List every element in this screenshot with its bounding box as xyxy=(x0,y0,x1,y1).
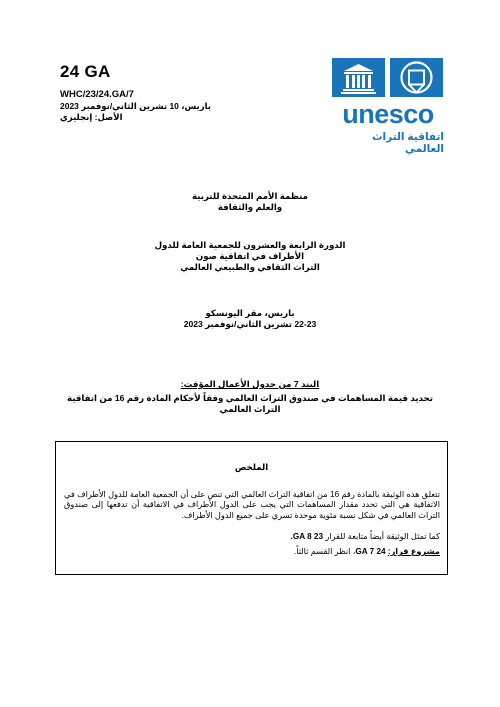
unesco-wordmark: unesco xyxy=(342,99,434,129)
draft-decision-line xyxy=(294,546,440,556)
follow-up-decision-ref: 23 GA 8. xyxy=(290,532,324,541)
document-symbol: WHC/23/24.GA/7 xyxy=(60,89,134,100)
agenda-item-subject: تحديد قيمة المساهمات في صندوق التراث العالمي وفقاً لأحكام المادة رقم 16 من اتفاقية التراث العالمي xyxy=(67,393,433,414)
summary-follow-up-note xyxy=(291,531,440,541)
session-title xyxy=(70,240,430,273)
session-line-1: الدورة الرابعة والعشرون للجمعية العامة للدول xyxy=(154,240,346,250)
organization-line-2: والعلم والثقافة xyxy=(217,202,283,212)
summary-body: تتعلق هذه الوثيقة بالمادة رقم 16 من اتفاقية التراث العالمي التي تنص على أن الجمعية العامة للدول الأطراف في الاتفاقية هي التي تحدد مقدار المساهمات التي يجب على الدول الأطراف في الاتفاقية أن تدفعها إلى صندوق التراث العالمي في شكل نسبة مئوية موحدة تسري على جميع الدول الأطراف. xyxy=(64,490,441,520)
meeting-venue-date xyxy=(70,308,430,330)
document-original-language: الأصل: إنجليزي xyxy=(60,112,123,122)
venue-line: باريس، مقر اليونسكو xyxy=(205,308,295,318)
summary-box xyxy=(55,441,448,575)
follow-up-text: كما تمثل الوثيقة أيضاً متابعة للقرار xyxy=(325,532,440,541)
document-place-date: باريس، 10 تشرين الثاني/نوفمبر 2023 xyxy=(60,101,211,111)
organization-line-1: منظمة الأمم المتحدة للتربية xyxy=(192,191,308,201)
draft-decision-rest: ، انظر القسم ثالثاً. xyxy=(293,547,356,556)
summary-heading: الملخص xyxy=(234,462,269,472)
world-heritage-convention-label: اتفاقية التراث العالمي xyxy=(372,131,444,155)
unesco-temple-icon xyxy=(332,58,385,97)
organization-name xyxy=(70,191,430,213)
session-line-2: الأطراف في اتفاقية صون xyxy=(195,251,305,261)
unesco-logo xyxy=(332,58,444,155)
session-line-3: التراث الثقافي والطبيعي العالمي xyxy=(180,262,320,272)
draft-decision-label: مشروع قرار: xyxy=(387,547,440,556)
document-code: 24 GA xyxy=(60,62,111,81)
draft-decision-ref: 24 GA 7 xyxy=(355,547,386,556)
agenda-item-title: البند 7 من جدول الأعمال المؤقت: xyxy=(180,379,320,389)
dates-line: 22-23 تشرين الثاني/نوفمبر 2023 xyxy=(183,319,317,329)
world-heritage-emblem-icon xyxy=(390,58,443,97)
